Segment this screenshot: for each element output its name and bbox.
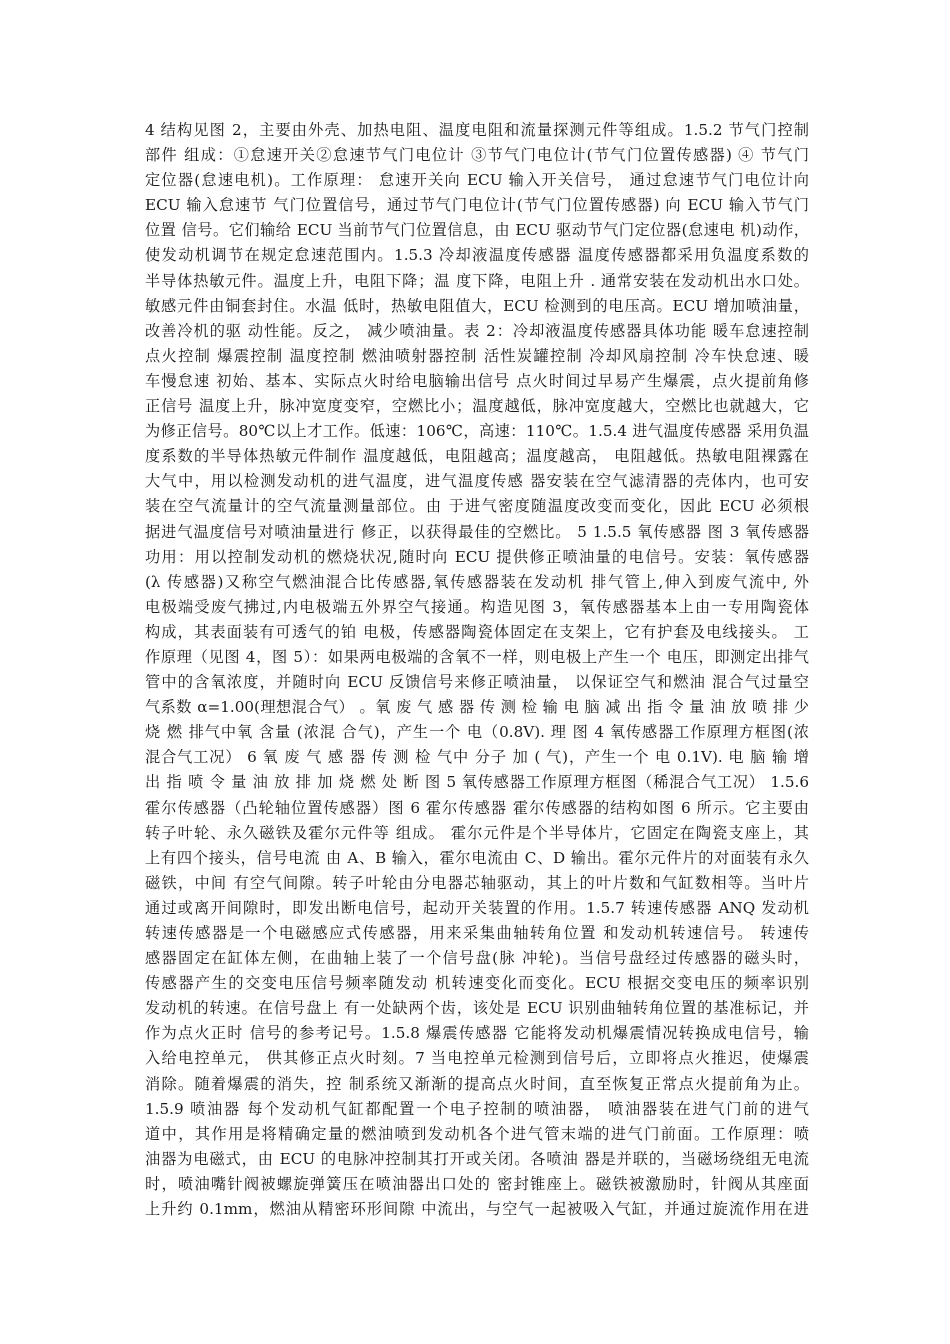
- text-line: 上升约 0.1mm，燃油从精密环形间隙 中流出，与空气一起被吸入气缸，并通过旋流作用在进: [145, 1200, 809, 1219]
- text-line: 入给电控单元， 供其修正点火时刻。7 当电控单元检测到信号后，立即将点火推迟，使爆震: [145, 1049, 809, 1068]
- text-line: 车慢怠速 初始、基本、实际点火时给电脑输出信号 点火时间过早易产生爆震，点火提前角修: [145, 371, 809, 390]
- text-line: 为修正信号。80℃以上才工作。低速：106℃，高速：110℃。1.5.4 进气温度传感器 采用负温: [145, 422, 809, 441]
- text-line: 度系数的半导体热敏元件制作 温度越低，电阻越高；温度越高， 电阻越低。热敏电阻裸露在: [145, 447, 809, 466]
- text-line: 感器固定在缸体左侧，在曲轴上装了一个信号盘(脉 冲轮)。当信号盘经过传感器的磁头时，: [145, 949, 809, 968]
- text-line: 气系数 α=1.00(理想混合气） 。氧 废 气 感 器 传 测 检 输 电 脑 减 出 指 令 量 油 放 喷 排 少: [145, 698, 809, 717]
- text-line: 构成，其表面装有可透气的铂 电极，传感器陶瓷体固定在支架上，它有护套及电线接头。 工: [145, 622, 809, 641]
- text-line: 作为点火正时 信号的参考记号。1.5.8 爆震传感器 它能将发动机爆震情况转换成电信号，输: [145, 1024, 809, 1043]
- text-line: (λ 传感器)又称空气燃油混合比传感器,氧传感器装在发动机 排气管上,伸入到废气流中, 外: [145, 572, 809, 591]
- text-line: ECU 输入怠速节 气门位置信号，通过节气门电位计(节气门位置传感器) 向 ECU 输入节气门: [145, 196, 809, 215]
- text-line: 据进气温度信号对喷油量进行 修正，以获得最佳的空燃比。 5 1.5.5 氧传感器 图 3 氧传感器: [145, 522, 809, 541]
- text-line: 霍尔传感器（凸轮轴位置传感器）图 6 霍尔传感器 霍尔传感器的结构如图 6 所示。它主要由: [145, 798, 809, 817]
- text-line: 电极端受废气拂过,内电极端五外界空气接通。构造见图 3，氧传感器基本上由一专用陶瓷体: [145, 597, 809, 616]
- text-line: 使发动机调节在规定怠速范围内。1.5.3 冷却液温度传感器 温度传感器都采用负温度系数的: [145, 246, 809, 265]
- text-line: 改善冷机的驱 动性能。反之， 减少喷油量。表 2：冷却液温度传感器具体功能 暖车怠速控制: [145, 321, 809, 340]
- text-line: 混合气工况） 6 氧 废 气 感 器 传 测 检 气中 分子 加 ( 气)，产生一个 电 0.1V). 电 脑 输 增: [145, 748, 809, 767]
- text-line: 转子叶轮、永久磁铁及霍尔元件等 组成。 霍尔元件是个半导体片，它固定在陶瓷支座上，其: [145, 823, 809, 842]
- text-line: 正信号 温度上升，脉冲宽度变窄，空燃比小；温度越低，脉冲宽度越大，空燃比也就越大，它: [145, 397, 809, 416]
- text-line: 磁铁，中间 有空气间隙。转子叶轮由分电器芯轴驱动，其上的叶片数和气缸数相等。当叶片: [145, 873, 809, 892]
- text-line: 道中，其作用是将精确定量的燃油喷到发动机各个进气管末端的进气门前面。工作原理：喷: [145, 1124, 809, 1143]
- text-line: 上有四个接头，信号电流 由 A、B 输入，霍尔电流由 C、D 输出。霍尔元件片的对面装有永久: [145, 848, 809, 867]
- text-line: 传感器产生的交变电压信号频率随发动 机转速变化而变化。ECU 根据交变电压的频率识别: [145, 974, 809, 993]
- text-line: 大气中，用以检测发动机的进气温度，进气温度传感 器安装在空气滤清器的壳体内，也可安: [145, 472, 809, 491]
- text-line: 部件 组成：①怠速开关②怠速节气门电位计 ③节气门电位计(节气门位置传感器) ④ 节气门: [145, 146, 809, 165]
- text-line: 点火控制 爆震控制 温度控制 燃油喷射器控制 活性炭罐控制 冷却风扇控制 冷车快怠速、暖: [145, 346, 809, 365]
- text-line: 发动机的转速。在信号盘上 有一处缺两个齿，该处是 ECU 识别曲轴转角位置的基准标记，并: [145, 999, 809, 1018]
- text-line: 时，喷油嘴针阀被螺旋弹簧压在喷油器出口处的 密封锥座上。磁铁被激励时，针阀从其座面: [145, 1174, 809, 1193]
- text-line: 敏感元件由铜套封住。水温 低时，热敏电阻值大，ECU 检测到的电压高。ECU 增加喷油量，: [145, 296, 809, 315]
- text-line: 半导体热敏元件。温度上升，电阻下降；温 度下降，电阻上升 . 通常安装在发动机出水口处。: [145, 271, 809, 290]
- text-line: 转速传感器是一个电磁感应式传感器，用来采集曲轴转角位置 和发动机转速信号。 转速传: [145, 924, 809, 942]
- text-line: 烧 燃 排气中氧 含量 (浓混 合气)，产生一个 电（0.8V). 理 图 4 氧传感器工作原理方框图(浓: [145, 723, 809, 742]
- text-line: 作原理（见图 4，图 5）：如果两电极端的含氧不一样，则电极上产生一个 电压，即测定出排气: [145, 647, 809, 666]
- text-line: 消除。随着爆震的消失，控 制系统又渐渐的提高点火时间，直至恢复正常点火提前角为止。: [145, 1074, 809, 1093]
- text-line: 通过或离开间隙时，即发出断电信号，起动开关装置的作用。1.5.7 转速传感器 ANQ 发动机: [145, 898, 809, 917]
- text-line: 位置 信号。它们输给 ECU 当前节气门位置信息，由 ECU 驱动节气门定位器(怠速电 机)动作，: [145, 221, 809, 240]
- text-line: 1.5.9 喷油器 每个发动机气缸都配置一个电子控制的喷油器， 喷油器装在进气门前的进气: [145, 1099, 809, 1118]
- text-line: 定位器(怠速电机)。工作原理： 怠速开关向 ECU 输入开关信号， 通过怠速节气门电位计向: [145, 171, 809, 190]
- text-line: 出 指 喷 令 量 油 放 排 加 烧 燃 处 断 图 5 氧传感器工作原理方框图（稀混合气工况） 1.5.6: [145, 773, 809, 792]
- text-line: 功用：用以控制发动机的燃烧状况,随时向 ECU 提供修正喷油量的电信号。安装：氧传感器: [145, 547, 809, 566]
- text-line: 4 结构见图 2，主要由外壳、加热电阻、温度电阻和流量探测元件等组成。1.5.2 节气门控制: [145, 121, 809, 139]
- body-text: [145, 118, 809, 1222]
- text-line: 油器为电磁式，由 ECU 的电脉冲控制其打开或关闭。各喷油 器是并联的，当磁场绕组无电流: [145, 1149, 809, 1168]
- text-line: 管中的含氧浓度，并随时向 ECU 反馈信号来修正喷油量， 以保证空气和燃油 混合气过量空: [145, 673, 809, 692]
- text-line: 装在空气流量计的空气流量测量部位。由 于进气密度随温度改变而变化，因此 ECU 必须根: [145, 497, 809, 516]
